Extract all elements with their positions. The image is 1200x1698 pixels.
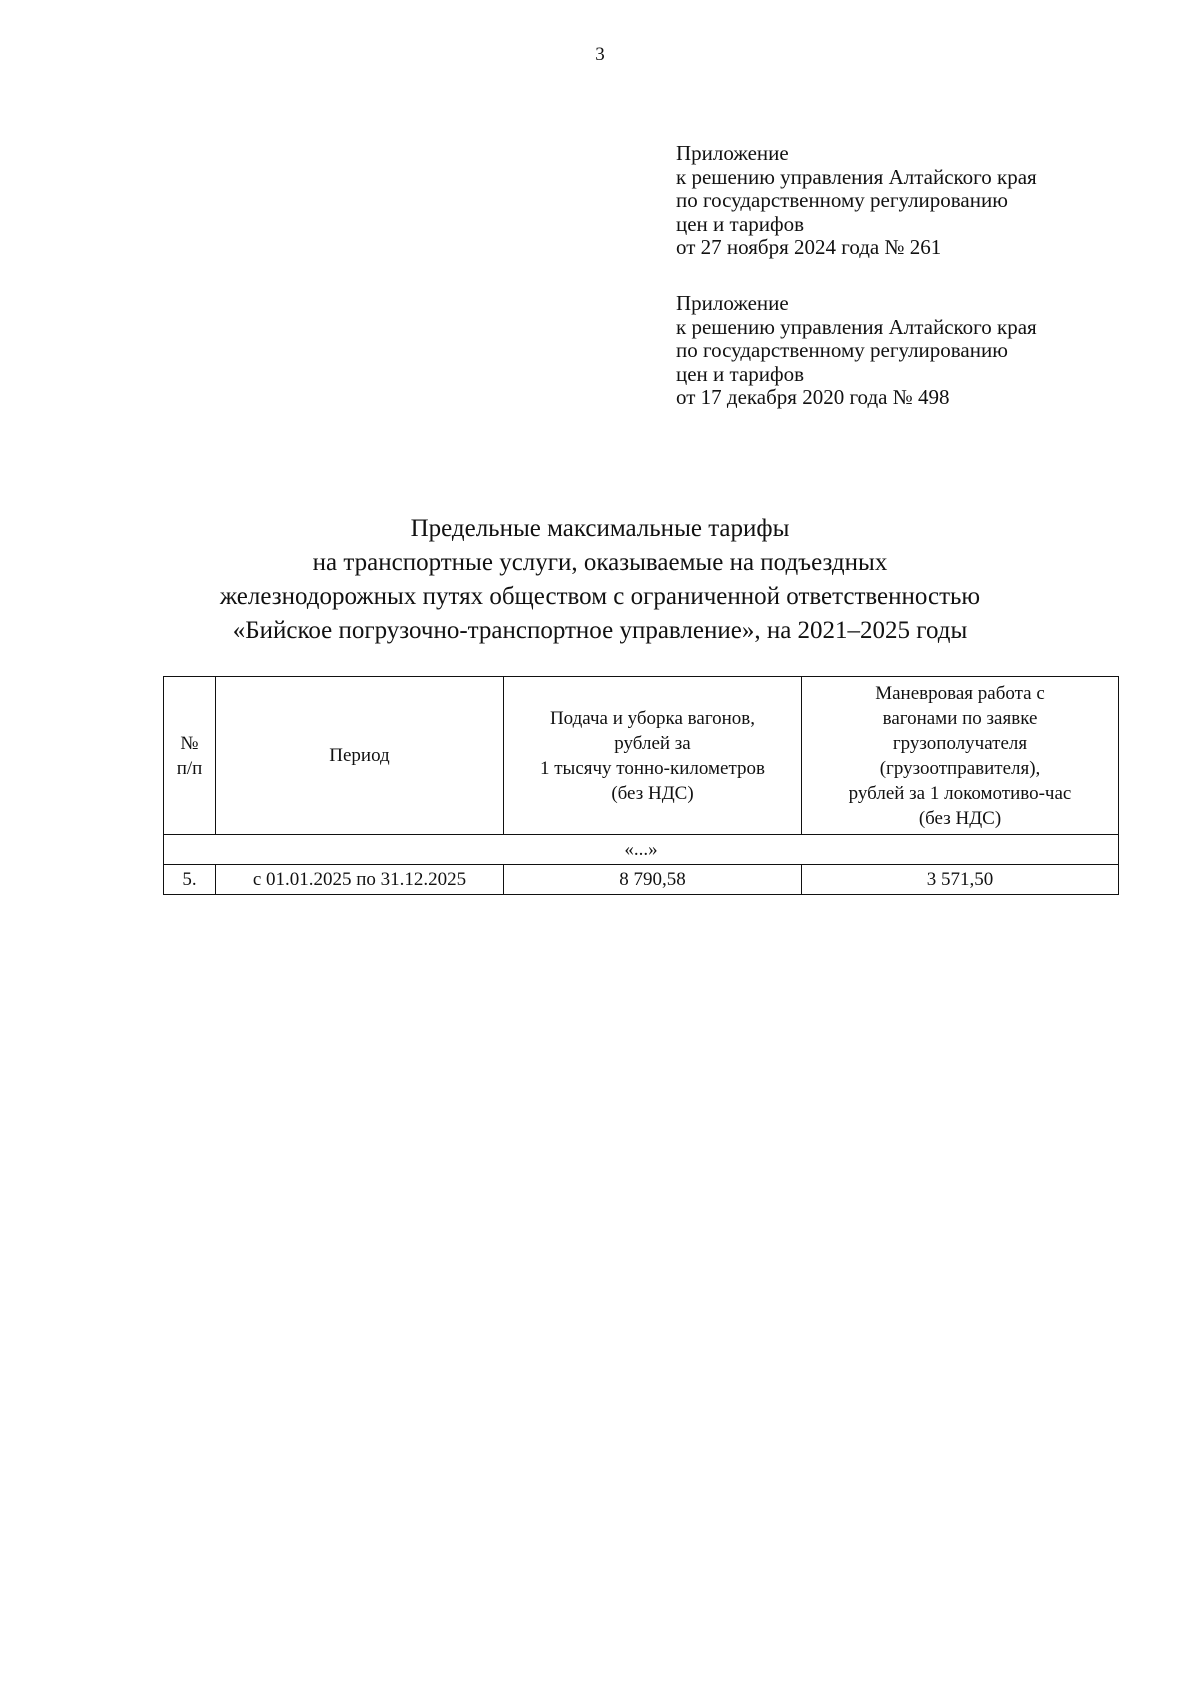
appendix-line: к решению управления Алтайского края — [676, 164, 1037, 189]
title-line: «Бийское погрузочно-транспортное управление», на 2021–2025 годы — [232, 617, 968, 644]
appendix-line: к решению управления Алтайского края — [676, 314, 1037, 339]
appendix-line: от 27 ноября 2024 года № 261 — [676, 235, 942, 259]
omitted-rows-marker: «...» — [164, 835, 1119, 865]
appendix-line: Приложение — [676, 141, 789, 165]
header-shunting-line: рублей за 1 локомотиво-час — [848, 782, 1072, 804]
header-shunting-line: вагонами по заявке — [882, 707, 1038, 729]
appendix-line: Приложение — [676, 291, 789, 315]
header-supply-line: Подача и уборка вагонов, — [549, 707, 756, 729]
header-shunting-line: (без НДС) — [918, 807, 1002, 829]
appendix-line: по государственному регулированию — [676, 338, 1008, 362]
appendix-line: от 17 декабря 2020 года № 498 — [676, 385, 950, 409]
row-period: с 01.01.2025 по 31.12.2025 — [216, 865, 504, 895]
table-header-row — [164, 677, 1119, 835]
header-supply — [504, 677, 802, 835]
header-supply-line: 1 тысячу тонно-километров — [540, 757, 765, 779]
row-shunting-value: 3 571,50 — [802, 865, 1119, 895]
appendix-current-block — [676, 142, 1037, 260]
appendix-line: цен и тарифов — [676, 361, 805, 386]
header-shunting-line: (грузоотправителя), — [879, 757, 1041, 779]
appendix-original-block — [676, 292, 1037, 410]
header-number-line: п/п — [176, 757, 203, 779]
page-number: 3 — [595, 44, 605, 65]
header-period — [216, 677, 504, 835]
table-row — [164, 865, 1119, 895]
title-line: на транспортные услуги, оказываемые на подъездных — [312, 549, 888, 576]
row-supply-value: 8 790,58 — [504, 865, 802, 895]
title-line: железнодорожных путях обществом с ограниченной ответственностью — [219, 583, 981, 610]
appendix-line: по государственному регулированию — [676, 188, 1008, 212]
header-supply-line: рублей за — [614, 732, 691, 754]
omitted-rows-marker-row — [164, 835, 1119, 865]
header-supply-line: (без НДС) — [611, 782, 694, 804]
row-number: 5. — [164, 865, 216, 895]
header-number — [164, 677, 216, 835]
appendix-line: цен и тарифов — [676, 211, 805, 236]
header-shunting-line: Маневровая работа с — [875, 682, 1045, 704]
header-shunting-line: грузополучателя — [892, 732, 1028, 754]
title-line: Предельные максимальные тарифы — [410, 515, 790, 542]
header-number-line: № — [180, 732, 199, 754]
tariff-table — [163, 676, 1119, 895]
header-shunting — [802, 677, 1119, 835]
document-title — [0, 512, 1200, 648]
header-period-line: Период — [329, 745, 390, 766]
